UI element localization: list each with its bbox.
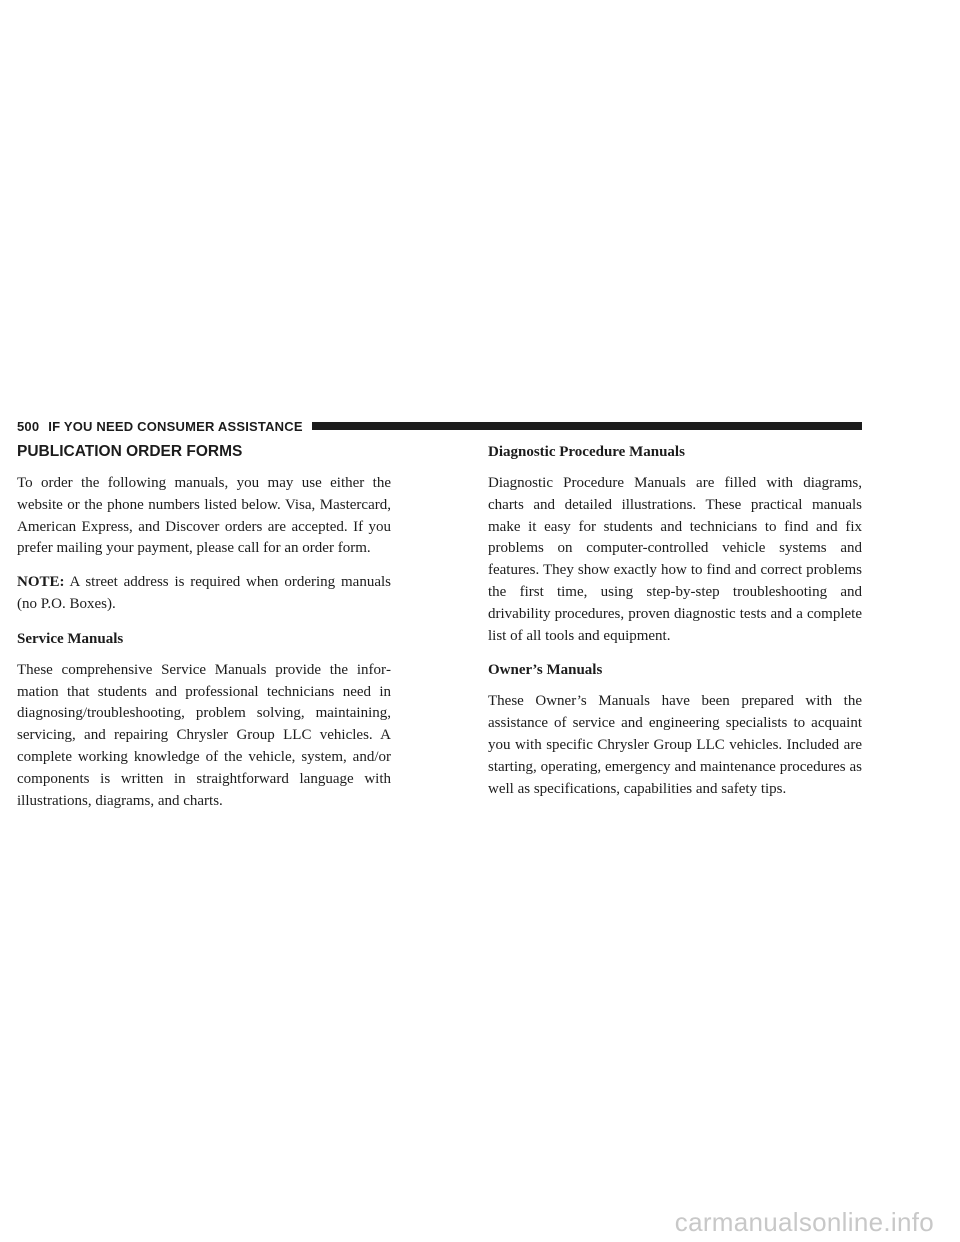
- diagnostic-manuals-paragraph: Diagnostic Procedure Manuals are filled with diagrams, charts and detailed illustrations. These practical manuals make it easy for students and technicians to find and fix problems on computer-controlled vehicle systems and features. They show exactly how to find and correct problems the first time, using step-by-step troubleshooting and drivability procedures, proven diagnostic tests and a complete list of all tools and equipment.: [488, 475, 862, 644]
- owners-manuals-paragraph: These Owner’s Manuals have been prepared with the assistance of service and engineering specialists to acquaint you with specific Chrysler Group LLC vehicles. Included are starting, operating, emergency and maintenance procedures as well as specifications, capabilities and safety tips.: [488, 693, 862, 797]
- page-number: 500: [17, 418, 40, 434]
- publication-order-forms-heading: PUBLICATION ORDER FORMS: [17, 443, 243, 460]
- left-column: [17, 441, 391, 824]
- owners-manuals-heading: Owner’s Manuals: [488, 662, 603, 679]
- service-manuals-heading: Service Manuals: [17, 630, 124, 647]
- note-label: NOTE:: [17, 574, 65, 591]
- diagnostic-manuals-heading: Diagnostic Procedure Manuals: [488, 444, 685, 460]
- page-header: [17, 419, 862, 433]
- intro-paragraph: To order the following manuals, you may use either the website or the phone numbers listed below. Visa, Mastercard, American Express, and Discover orders are accepted. If you prefer mailing your payment, please call for an order form.: [17, 475, 391, 557]
- header-rule: [312, 422, 862, 430]
- watermark: carmanualsonline.info: [674, 1207, 934, 1237]
- section-title: IF YOU NEED CONSUMER ASSISTANCE: [48, 418, 303, 434]
- service-manuals-paragraph: These comprehensive Service Manuals provide the information that students and professional technicians need in diagnosing/troubleshooting, problem solving, maintaining, servicing, and repairing Chrysler Group LLC vehicles. A complete working knowledge of the vehicle, system, and/or components is written in straightforward language with illustrations, diagrams, and charts.: [17, 661, 391, 809]
- note-paragraph: [17, 572, 391, 616]
- right-column: [488, 441, 862, 812]
- note-text: A street address is required when ordering manuals (no P.O. Boxes).: [17, 574, 391, 612]
